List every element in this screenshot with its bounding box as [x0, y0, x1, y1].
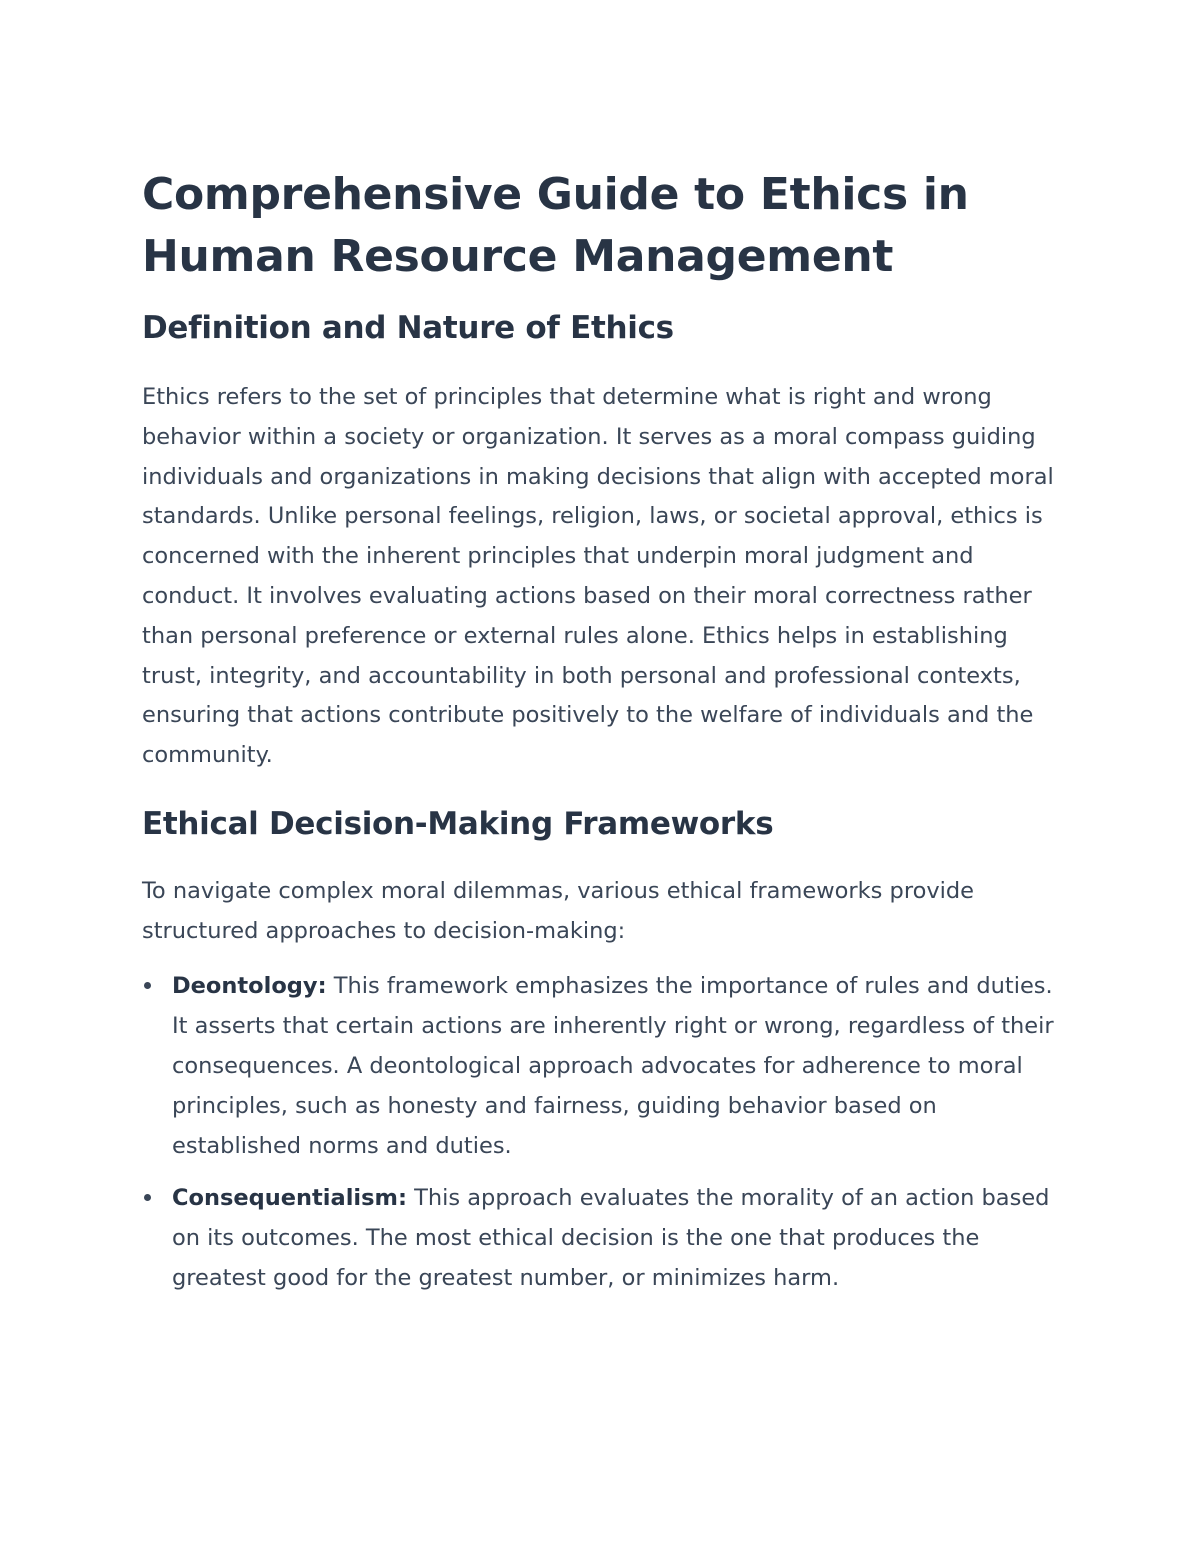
document-title: Comprehensive Guide to Ethics in Human Resource Management — [142, 169, 969, 282]
frameworks-list — [142, 966, 1072, 1298]
bullet-icon — [144, 982, 151, 989]
list-item-text: This approach evaluates the morality of an action based on its outcomes. The most ethical decision is the one that produces the greatest good for the greatest number, or minimizes harm. — [172, 1184, 1050, 1291]
list-item — [142, 966, 1072, 1166]
list-item — [142, 1178, 1072, 1298]
section-paragraph-definition: Ethics refers to the set of principles that determine what is right and wrong behavior within a society or organization. It serves as a moral compass guiding individuals and organizations in making decisions that align with accepted moral standards. Unlike personal feelings, religion, laws, or societal approval, ethics is concerned with the inherent principles that underpin moral judgment and conduct. It involves evaluating actions based on their moral correctness rather than personal preference or external rules alone. Ethics helps in establishing trust, integrity, and accountability in both personal and professional contexts, ensuring that actions contribute positively to the welfare of individuals and the community. — [142, 384, 1054, 769]
section-paragraph-frameworks: To navigate complex moral dilemmas, various ethical frameworks provide structured approaches to decision-making: — [142, 877, 975, 944]
section-heading-definition: Definition and Nature of Ethics — [142, 310, 674, 346]
list-item-term: Deontology: — [172, 972, 327, 999]
list-item-text: This framework emphasizes the importance of rules and duties. It asserts that certain actions are inherently right or wrong, regardless of their consequences. A deontological approach advocates for adherence to moral principles, such as honesty and fairness, guiding behavior based on established norms and duties. — [172, 972, 1054, 1159]
list-item-term: Consequentialism: — [172, 1184, 407, 1211]
section-heading-frameworks: Ethical Decision-Making Frameworks — [142, 805, 774, 842]
bullet-icon — [144, 1194, 151, 1201]
document-page — [142, 164, 1072, 1310]
